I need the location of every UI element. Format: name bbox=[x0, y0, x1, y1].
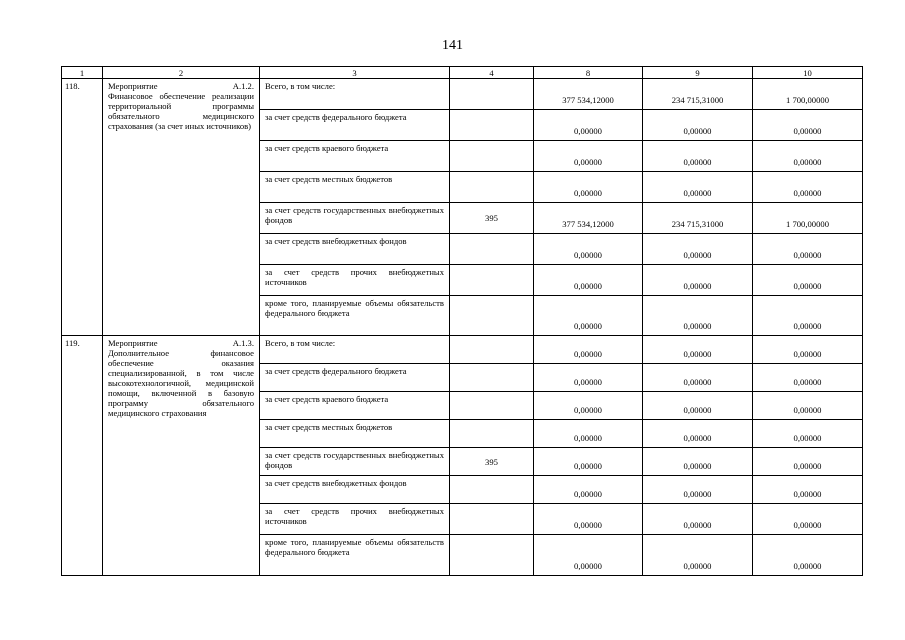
column-header: 1 bbox=[62, 67, 103, 79]
value-col-10: 0,00000 bbox=[753, 172, 863, 203]
budget-code bbox=[450, 265, 534, 296]
value-col-10: 0,00000 bbox=[753, 535, 863, 576]
value-col-10: 0,00000 bbox=[753, 234, 863, 265]
funding-source: за счет средств местных бюджетов bbox=[260, 420, 450, 448]
table-row bbox=[62, 79, 863, 110]
value-col-10: 0,00000 bbox=[753, 336, 863, 364]
value-col-10: 0,00000 bbox=[753, 110, 863, 141]
column-header: 3 bbox=[260, 67, 450, 79]
value-col-10: 0,00000 bbox=[753, 265, 863, 296]
column-header: 8 bbox=[534, 67, 643, 79]
value-col-10: 0,00000 bbox=[753, 420, 863, 448]
value-col-9: 0,00000 bbox=[643, 110, 753, 141]
funding-source: кроме того, планируемые объемы обязательств федерального бюджета bbox=[260, 296, 450, 336]
value-col-8: 0,00000 bbox=[534, 364, 643, 392]
column-header: 10 bbox=[753, 67, 863, 79]
value-col-10: 0,00000 bbox=[753, 296, 863, 336]
value-col-8: 0,00000 bbox=[534, 234, 643, 265]
value-col-9: 0,00000 bbox=[643, 172, 753, 203]
measure-name bbox=[103, 336, 260, 576]
value-col-9: 0,00000 bbox=[643, 265, 753, 296]
funding-source: кроме того, планируемые объемы обязательств федерального бюджета bbox=[260, 535, 450, 576]
value-col-8: 0,00000 bbox=[534, 141, 643, 172]
value-col-8: 0,00000 bbox=[534, 336, 643, 364]
value-col-8: 0,00000 bbox=[534, 448, 643, 476]
value-col-8: 0,00000 bbox=[534, 265, 643, 296]
column-header: 9 bbox=[643, 67, 753, 79]
value-col-9: 0,00000 bbox=[643, 336, 753, 364]
value-col-9: 234 715,31000 bbox=[643, 203, 753, 234]
funding-source: за счет средств краевого бюджета bbox=[260, 392, 450, 420]
row-number: 119. bbox=[62, 336, 103, 576]
value-col-10: 1 700,00000 bbox=[753, 203, 863, 234]
budget-code bbox=[450, 476, 534, 504]
funding-source: за счет средств федерального бюджета bbox=[260, 364, 450, 392]
value-col-9: 0,00000 bbox=[643, 535, 753, 576]
value-col-9: 234 715,31000 bbox=[643, 79, 753, 110]
header-row bbox=[62, 67, 863, 79]
value-col-9: 0,00000 bbox=[643, 234, 753, 265]
value-col-9: 0,00000 bbox=[643, 476, 753, 504]
value-col-9: 0,00000 bbox=[643, 392, 753, 420]
funding-source: за счет средств прочих внебюджетных источников bbox=[260, 265, 450, 296]
value-col-8: 0,00000 bbox=[534, 504, 643, 535]
funding-source: за счет средств внебюджетных фондов bbox=[260, 476, 450, 504]
value-col-10: 0,00000 bbox=[753, 476, 863, 504]
measure-description: Финансовое обеспечение реализации территориальной программы обязательного медицинского страхования (за счет иных источников) bbox=[108, 91, 254, 131]
value-col-8: 0,00000 bbox=[534, 535, 643, 576]
value-col-8: 0,00000 bbox=[534, 476, 643, 504]
budget-code bbox=[450, 364, 534, 392]
funding-source: за счет средств внебюджетных фондов bbox=[260, 234, 450, 265]
value-col-10: 1 700,00000 bbox=[753, 79, 863, 110]
value-col-10: 0,00000 bbox=[753, 392, 863, 420]
value-col-8: 377 534,12000 bbox=[534, 79, 643, 110]
value-col-9: 0,00000 bbox=[643, 141, 753, 172]
budget-code bbox=[450, 110, 534, 141]
budget-table bbox=[61, 66, 863, 576]
value-col-9: 0,00000 bbox=[643, 448, 753, 476]
value-col-9: 0,00000 bbox=[643, 504, 753, 535]
funding-source: за счет средств государственных внебюджетных фондов bbox=[260, 203, 450, 234]
value-col-9: 0,00000 bbox=[643, 420, 753, 448]
row-number: 118. bbox=[62, 79, 103, 336]
funding-source: за счет средств местных бюджетов bbox=[260, 172, 450, 203]
funding-source: за счет средств прочих внебюджетных источников bbox=[260, 504, 450, 535]
budget-code: 395 bbox=[450, 448, 534, 476]
measure-name bbox=[103, 79, 260, 336]
value-col-9: 0,00000 bbox=[643, 296, 753, 336]
funding-source: Всего, в том числе: bbox=[260, 79, 450, 110]
budget-code bbox=[450, 336, 534, 364]
page-number: 141 bbox=[442, 38, 463, 53]
value-col-9: 0,00000 bbox=[643, 364, 753, 392]
budget-code bbox=[450, 420, 534, 448]
column-header: 4 bbox=[450, 67, 534, 79]
measure-code: Мероприятие А.1.3. bbox=[108, 338, 254, 348]
value-col-10: 0,00000 bbox=[753, 448, 863, 476]
budget-code bbox=[450, 296, 534, 336]
budget-code bbox=[450, 392, 534, 420]
budget-code bbox=[450, 172, 534, 203]
value-col-10: 0,00000 bbox=[753, 364, 863, 392]
value-col-8: 0,00000 bbox=[534, 392, 643, 420]
budget-code bbox=[450, 504, 534, 535]
column-header: 2 bbox=[103, 67, 260, 79]
funding-source: Всего, в том числе: bbox=[260, 336, 450, 364]
measure-code: Мероприятие А.1.2. bbox=[108, 81, 254, 91]
value-col-8: 0,00000 bbox=[534, 420, 643, 448]
value-col-10: 0,00000 bbox=[753, 504, 863, 535]
value-col-8: 0,00000 bbox=[534, 296, 643, 336]
value-col-8: 0,00000 bbox=[534, 172, 643, 203]
value-col-8: 0,00000 bbox=[534, 110, 643, 141]
value-col-10: 0,00000 bbox=[753, 141, 863, 172]
budget-code bbox=[450, 535, 534, 576]
value-col-8: 377 534,12000 bbox=[534, 203, 643, 234]
table-row bbox=[62, 336, 863, 364]
budget-code bbox=[450, 141, 534, 172]
measure-description: Дополнительное финансовое обеспечение оказания специализированной, в том числе высокотехнологичной, медицинской помощи, включенной в базовую программу обязательного медицинского страхования bbox=[108, 348, 254, 418]
funding-source: за счет средств государственных внебюджетных фондов bbox=[260, 448, 450, 476]
budget-code: 395 bbox=[450, 203, 534, 234]
funding-source: за счет средств краевого бюджета bbox=[260, 141, 450, 172]
budget-code bbox=[450, 79, 534, 110]
funding-source: за счет средств федерального бюджета bbox=[260, 110, 450, 141]
budget-code bbox=[450, 234, 534, 265]
